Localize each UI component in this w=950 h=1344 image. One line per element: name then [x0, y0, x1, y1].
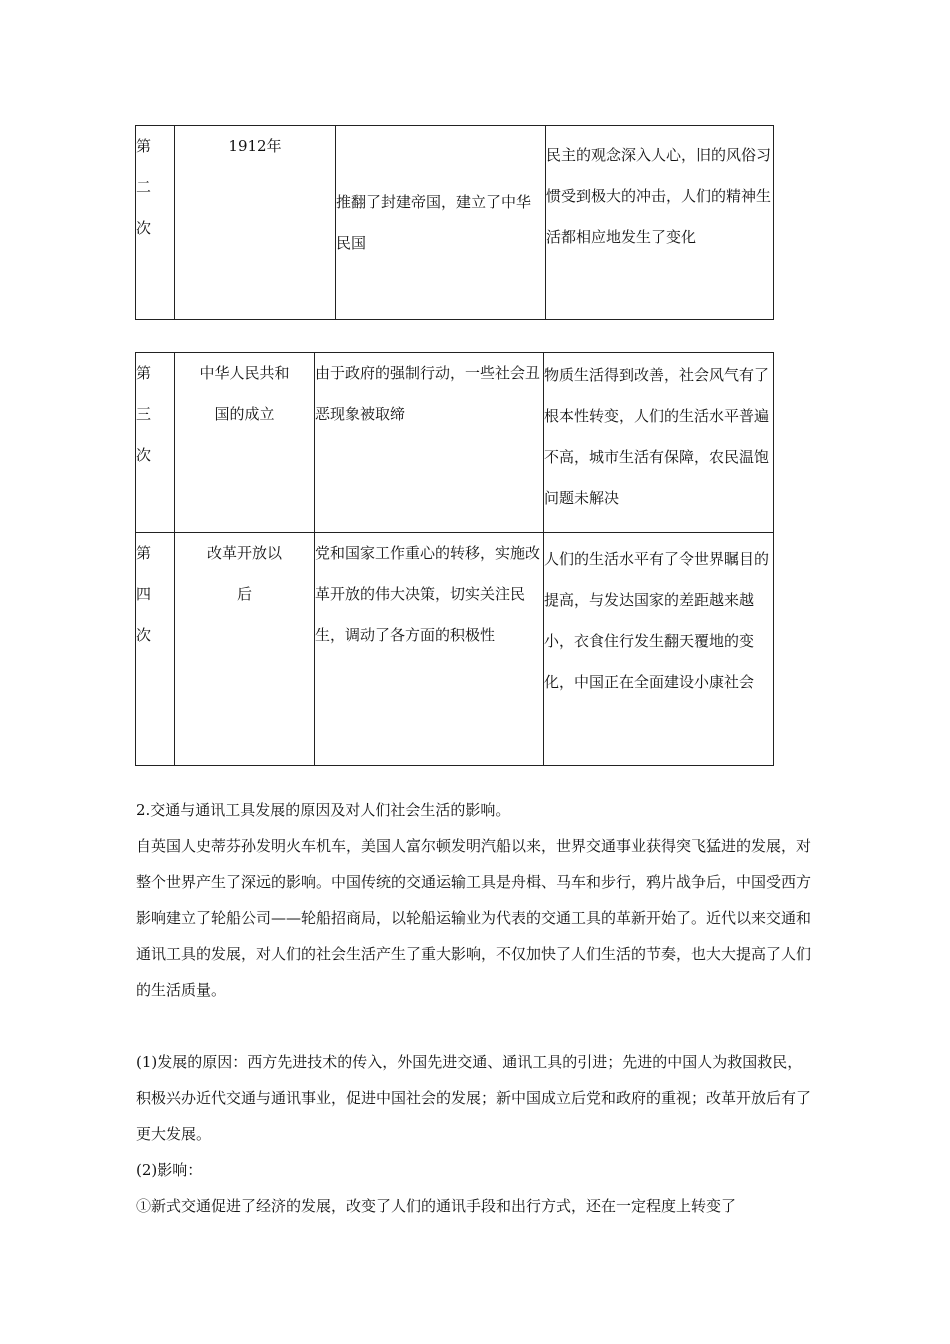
impact-paragraph-1: ①新式交通促进了经济的发展，改变了人们的通讯手段和出行方式，还在一定程度上转变了: [136, 1197, 737, 1215]
change-cell: 民主的观念深入人心，旧的风俗习惯受到极大的冲击，人们的精神生活都相应地发生了变化: [546, 126, 774, 320]
time-cell: 改革开放以后: [175, 533, 315, 766]
event-cell: 由于政府的强制行动，一些社会丑恶现象被取缔: [315, 353, 544, 533]
order-cell: 第三次: [136, 353, 175, 533]
order-cell: 第四次: [136, 533, 175, 766]
table-row: [136, 533, 774, 766]
history-table-part-2: [135, 352, 774, 766]
order-cell: 第二次: [136, 126, 175, 320]
event-cell: 推翻了封建帝国，建立了中华民国: [336, 126, 546, 320]
impact-title: (2)影响：: [136, 1161, 203, 1179]
intro-paragraph: 自英国人史蒂芬孙发明火车机车，美国人富尔顿发明汽船以来，世界交通事业获得突飞猛进的发展，对整个世界产生了深远的影响。中国传统的交通运输工具是舟楫、马车和步行，鸦片战争后，中国受西方影响建立了轮船公司——轮船招商局，以轮船运输业为代表的交通工具的革新开始了。近代以来交通和通讯工具的发展，对人们的社会生活产生了重大影响，不仅加快了人们生活的节奏，也大大提高了人们的生活质量。: [136, 837, 812, 999]
time-cell: 中华人民共和国的成立: [175, 353, 315, 533]
event-cell: 党和国家工作重心的转移，实施改革开放的伟大决策，切实关注民生，调动了各方面的积极性: [315, 533, 544, 766]
cause-paragraph: (1)发展的原因：西方先进技术的传入，外国先进交通、通讯工具的引进；先进的中国人为救国救民，积极兴办近代交通与通讯事业，促进中国社会的发展；新中国成立后党和政府的重视；改革开放后有了更大发展。: [136, 1053, 812, 1143]
change-cell: 物质生活得到改善，社会风气有了根本性转变，人们的生活水平普遍不高，城市生活有保障，农民温饱问题未解决: [544, 353, 774, 533]
time-cell: 1912年: [175, 126, 336, 320]
history-table-part-1: [135, 125, 774, 320]
section-heading: 2.交通与通讯工具发展的原因及对人们社会生活的影响。: [136, 801, 511, 819]
change-cell: 人们的生活水平有了令世界瞩目的提高，与发达国家的差距越来越小，衣食住行发生翻天覆地的变化，中国正在全面建设小康社会: [544, 533, 774, 766]
table-row: [136, 126, 774, 320]
table-row: [136, 353, 774, 533]
